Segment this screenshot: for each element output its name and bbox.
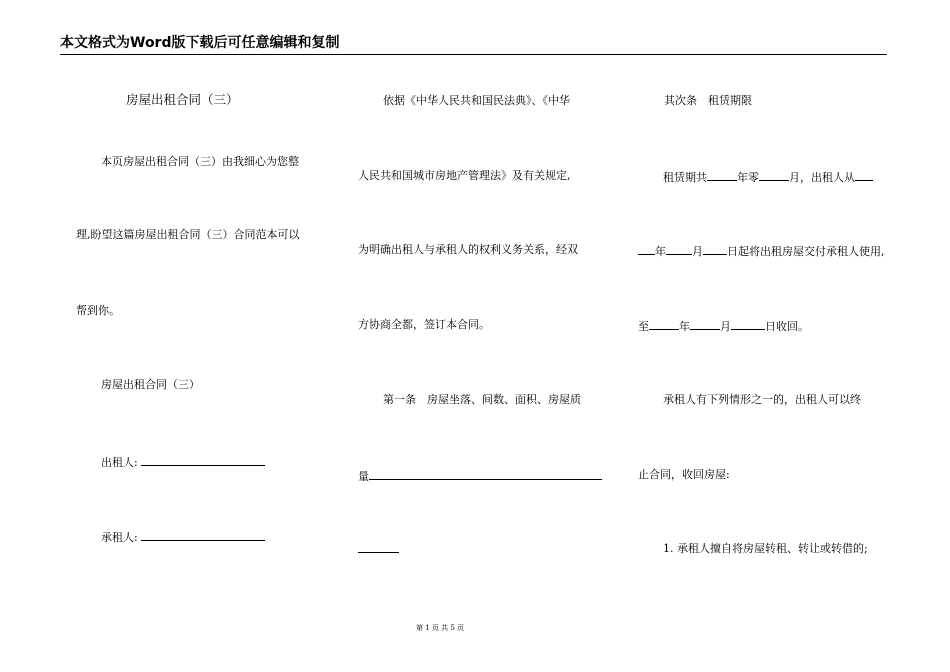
article-1-heading: 第一条 房屋坐落、间数、面积、房屋质 [383, 393, 581, 406]
intro-line-3: 帮到你。 [76, 304, 120, 317]
basis-line-4: 方协商全都，签订本合同。 [358, 318, 490, 331]
end-year-blank [649, 318, 679, 330]
header-rule [60, 54, 887, 55]
document-title: 房屋出租合同（三） [126, 92, 239, 107]
end-prefix: 至 [638, 320, 649, 333]
quality-label: 量 [358, 470, 369, 483]
lessee-row [101, 529, 265, 545]
quality-blank-cont-row [358, 541, 399, 557]
term-line-3 [638, 318, 809, 334]
lessee-label: 承租人: [101, 531, 142, 544]
start-year-suffix: 年 [655, 245, 666, 258]
quality-blank-cont [358, 541, 399, 553]
end-year-suffix: 年 [679, 320, 690, 333]
lessee-blank [141, 529, 265, 541]
end-month-blank [690, 318, 720, 330]
months-blank [759, 169, 789, 181]
lessor-from-text: 月，出租人从 [789, 171, 855, 184]
lessor-row [101, 454, 265, 470]
basis-line-1: 依据《中华人民共和国民法典》、《中华 [383, 94, 570, 107]
start-year-blank [855, 169, 873, 181]
start-year-blank-cont [638, 243, 655, 255]
lessor-label: 出租人: [101, 456, 142, 469]
quality-blank [369, 468, 602, 480]
basis-line-2: 人民共和国城市房地产管理法》及有关规定, [358, 169, 571, 182]
intro-line-1: 本页房屋出租合同（三）由我细心为您整 [101, 155, 299, 168]
basis-line-3: 为明确出租人与承租人的权利义务关系，经双 [358, 243, 578, 256]
article-1-quality-row [358, 468, 602, 484]
start-day-blank [703, 243, 727, 255]
article-2-heading: 其次条 租赁期限 [664, 94, 752, 107]
term-line-1 [663, 169, 873, 185]
contract-subtitle: 房屋出租合同（三） [101, 378, 200, 391]
end-day-blank [731, 318, 765, 330]
term-line-2 [638, 243, 885, 259]
intro-line-2: 理,盼望这篇房屋出租合同（三）合同范本可以 [76, 228, 300, 241]
lessor-blank [141, 454, 265, 466]
end-day-suffix: 日收回。 [765, 320, 809, 333]
page-footer: 第 1 页 共 5 页 [415, 624, 465, 632]
termination-line-2: 止合同，收回房屋: [638, 468, 730, 481]
end-month-suffix: 月 [720, 320, 731, 333]
start-month-blank [666, 243, 692, 255]
years-blank [707, 169, 737, 181]
start-month-suffix: 月 [692, 245, 703, 258]
term-total-label: 租赁期共 [663, 171, 707, 184]
years-suffix: 年零 [737, 171, 759, 184]
termination-item-1: 1. 承租人擅自将房屋转租、转让或转借的; [663, 542, 868, 555]
download-banner: 本文格式为Word版下载后可任意编辑和复制 [60, 35, 340, 51]
termination-line-1: 承租人有下列情形之一的，出租人可以终 [663, 393, 861, 406]
delivery-text: 日起将出租房屋交付承租人使用, [727, 245, 885, 258]
